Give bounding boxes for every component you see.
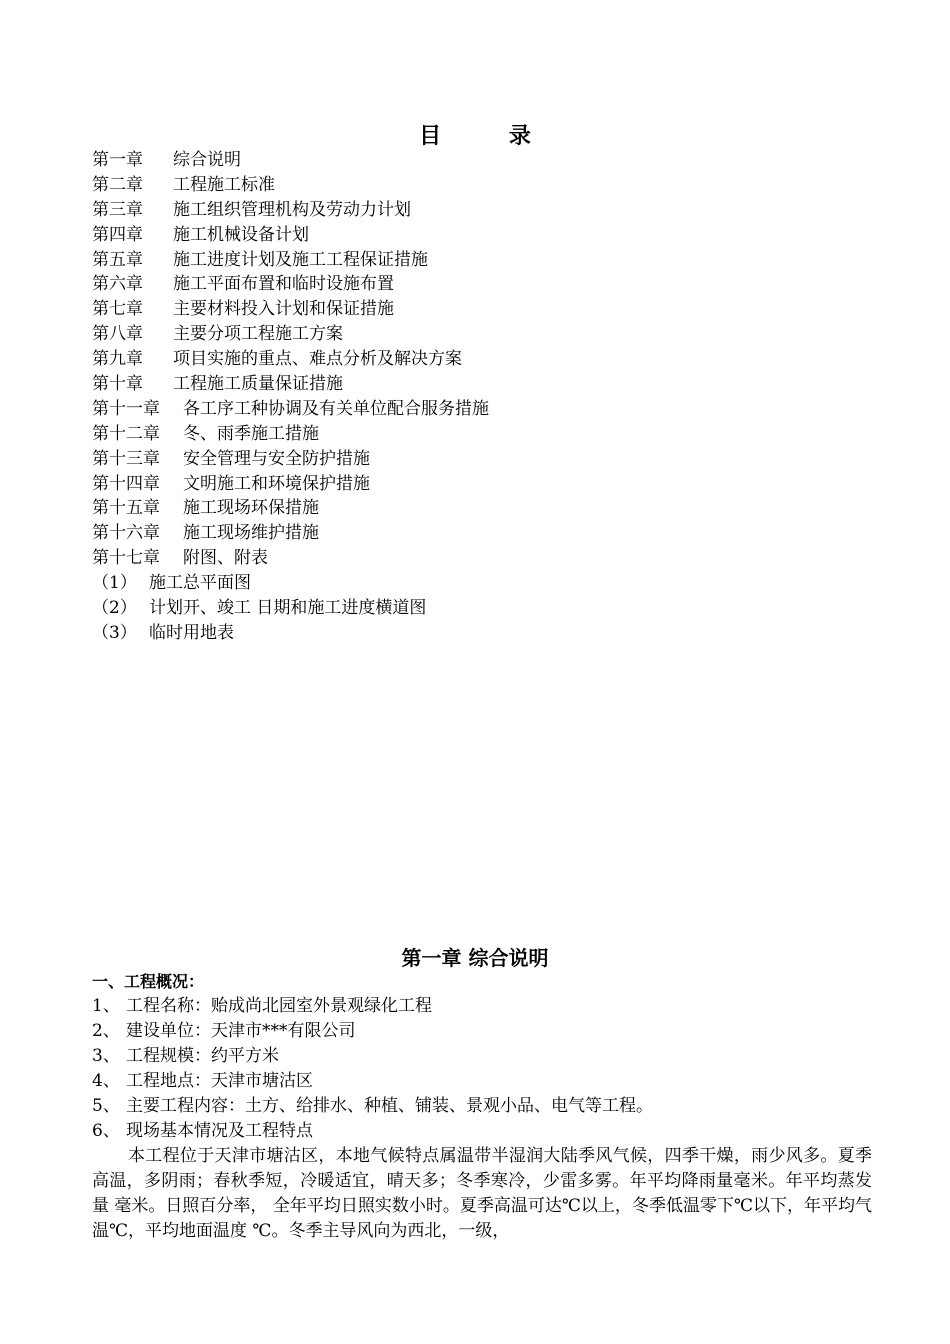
toc-chapter-title: 项目实施的重点、难点分析及解决方案 <box>173 349 462 370</box>
toc-attachment-number: （1） <box>92 573 137 594</box>
toc-chapter-title: 主要分项工程施工方案 <box>173 324 343 345</box>
toc-entry <box>92 447 872 472</box>
toc-chapter-number: 第六章 <box>92 274 143 295</box>
chapter-body <box>92 969 872 1244</box>
body-paragraph: 本工程位于天津市塘沽区，本地气候特点属温带半湿润大陆季风气候，四季干燥，雨少风多。夏季高温，多阴雨；春秋季短，冷暖适宜，晴天多；冬季寒冷，少雷多雾。年平均降雨量毫米。年平均蒸发量 毫米。日照百分率， 全年平均日照实数小时。夏季高温可达℃以上，冬季低温零下℃以下，年平均气温℃，平均地面温度 ℃。冬季主导风向为西北，一级， <box>92 1146 872 1241</box>
list-item-text: 主要工程内容：土方、给排水、种植、铺装、景观小品、电气等工程。 <box>126 1096 653 1116</box>
toc-chapter-number: 第九章 <box>92 349 143 370</box>
toc-chapter-title: 安全管理与安全防护措施 <box>183 448 370 469</box>
list-item-text: 工程规模：约平方米 <box>126 1046 279 1066</box>
toc-entry <box>92 322 872 347</box>
list-item-text: 现场基本情况及工程特点 <box>126 1121 313 1141</box>
list-item-number: 4、 <box>92 1071 120 1091</box>
toc-entry <box>92 272 872 297</box>
toc-chapter-title: 施工现场环保措施 <box>183 498 319 519</box>
list-item-text: 建设单位：天津市***有限公司 <box>126 1021 356 1041</box>
toc-attachment <box>92 571 872 596</box>
toc-chapter-number: 第三章 <box>92 199 143 220</box>
toc-entry <box>92 372 872 397</box>
chapter-title: 第一章 综合说明 <box>401 946 549 970</box>
toc-entry <box>92 397 872 422</box>
list-item-number: 1、 <box>92 996 120 1016</box>
toc-chapter-title: 冬、雨季施工措施 <box>183 423 319 444</box>
toc-entry <box>92 248 872 273</box>
toc-entry <box>92 546 872 571</box>
toc-attachment-number: （3） <box>92 622 137 643</box>
list-item-number: 6、 <box>92 1121 120 1141</box>
list-item-number: 2、 <box>92 1021 120 1041</box>
toc-chapter-number: 第四章 <box>92 224 143 245</box>
toc-chapter-number: 第五章 <box>92 249 143 270</box>
toc-entry <box>92 297 872 322</box>
toc-entry <box>92 347 872 372</box>
toc-chapter-title: 主要材料投入计划和保证措施 <box>173 299 394 320</box>
toc-chapter-number: 第十六章 <box>92 523 160 544</box>
toc-chapter-number: 第二章 <box>92 174 143 195</box>
list-item <box>92 994 872 1019</box>
toc-chapter-number: 第一章 <box>92 150 143 170</box>
toc-attachment <box>92 596 872 621</box>
toc-chapter-number: 第八章 <box>92 324 143 345</box>
toc-attachment-title: 临时用地表 <box>149 622 234 643</box>
toc-chapter-number: 第七章 <box>92 299 143 320</box>
toc-chapter-number: 第十三章 <box>92 448 160 469</box>
toc-chapter-title: 施工进度计划及施工工程保证措施 <box>173 249 428 270</box>
list-item-number: 3、 <box>92 1046 120 1066</box>
toc-entry <box>92 496 872 521</box>
toc-entry <box>92 173 872 198</box>
toc-chapter-title: 工程施工质量保证措施 <box>173 374 343 395</box>
toc-chapter-title: 施工平面布置和临时设施布置 <box>173 274 394 295</box>
toc-entry <box>92 472 872 497</box>
list-item-number: 5、 <box>92 1096 120 1116</box>
toc-chapter-title: 各工序工种协调及有关单位配合服务措施 <box>183 398 489 419</box>
toc-chapter-number: 第十七章 <box>92 548 160 569</box>
toc-chapter-title: 文明施工和环境保护措施 <box>183 473 370 494</box>
toc-chapter-number: 第十五章 <box>92 498 160 519</box>
list-item <box>92 1094 872 1119</box>
toc-chapter-title: 工程施工标准 <box>173 174 275 195</box>
toc-entry <box>92 223 872 248</box>
toc-attachment-title: 计划开、竣工 日期和施工进度横道图 <box>149 598 427 619</box>
toc-chapter-number: 第十四章 <box>92 473 160 494</box>
list-item-text: 工程地点：天津市塘沽区 <box>126 1071 313 1091</box>
toc-chapter-title: 施工机械设备计划 <box>173 224 309 245</box>
section-heading: 一、工程概况： <box>92 972 205 991</box>
toc-entry <box>92 148 872 173</box>
toc-chapter-title: 综合说明 <box>173 150 241 170</box>
list-item <box>92 1044 872 1069</box>
toc-chapter-number: 第十二章 <box>92 423 160 444</box>
list-item <box>92 1069 872 1094</box>
toc-chapter-number: 第十一章 <box>92 398 160 419</box>
toc-chapter-title: 施工组织管理机构及劳动力计划 <box>173 199 411 220</box>
table-of-contents <box>92 148 872 646</box>
list-item <box>92 1119 872 1144</box>
toc-title: 目 录 <box>419 124 561 149</box>
toc-attachment-title: 施工总平面图 <box>149 573 251 594</box>
toc-attachment <box>92 621 872 646</box>
list-item <box>92 1019 872 1044</box>
toc-chapter-title: 施工现场维护措施 <box>183 523 319 544</box>
toc-chapter-title: 附图、附表 <box>183 548 268 569</box>
toc-entry <box>92 422 872 447</box>
toc-attachment-number: （2） <box>92 598 137 619</box>
toc-chapter-number: 第十章 <box>92 374 143 395</box>
toc-entry <box>92 521 872 546</box>
toc-entry <box>92 198 872 223</box>
list-item-text: 工程名称：贻成尚北园室外景观绿化工程 <box>126 996 432 1016</box>
